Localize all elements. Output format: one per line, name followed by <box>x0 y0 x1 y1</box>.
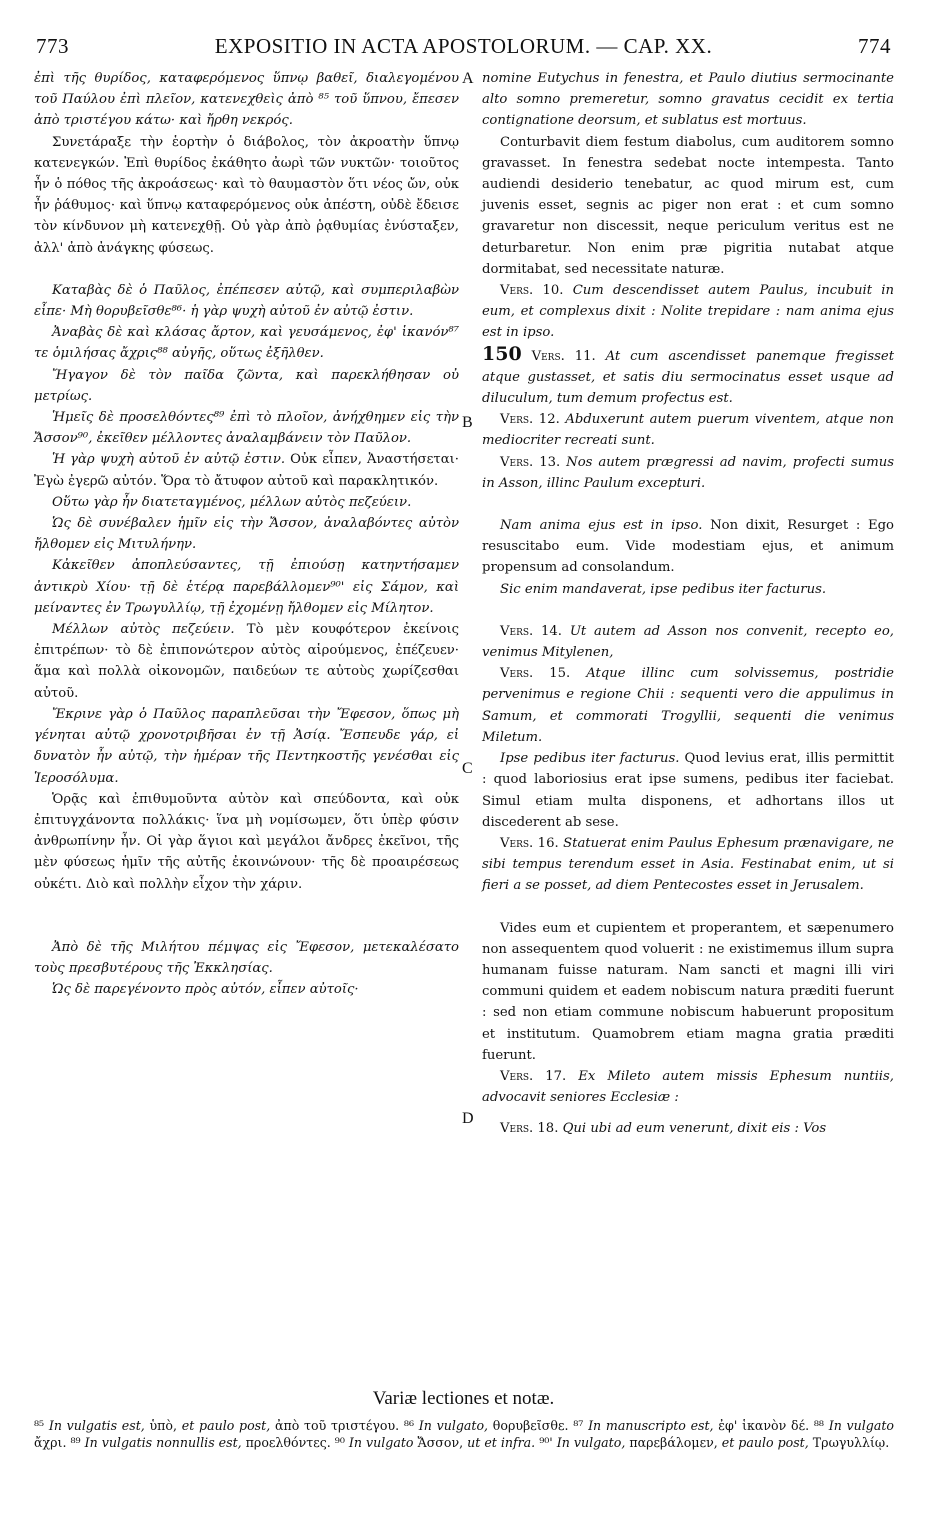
note-number: ⁸⁵ <box>34 1418 45 1433</box>
latin-verse-17 <box>482 1066 894 1108</box>
note-text: et paulo post, <box>717 1434 809 1450</box>
latin-verse-13 <box>482 452 894 494</box>
note-text: In vulgatis nonnullis est, <box>80 1434 242 1450</box>
note-number: ⁹⁰ <box>334 1434 345 1450</box>
verse-text: Qui ubi ad eum venerunt, dixit eis : Vos <box>558 1121 827 1137</box>
greek-scripture-verse-9: ἐπὶ τῆς θυρίδος, καταφερόμενος ὕπνῳ βαθεῖ, διαλεγομένου τοῦ Παύλου ἐπὶ πλεῖον, κατενεχθεὶς ἀπὸ ⁸⁵ τοῦ ὕπνου, ἔπεσεν ἀπὸ τριστέγου κάτω· καὶ ἤρθη νεκρός. <box>34 71 459 129</box>
verse-text: Cum descendisset autem Paulus, incubuit in eum, et complexus dixit : Nolite trepidare : nam anima ejus est in ipso. <box>482 283 894 341</box>
note-greek: ἐφ' ἱκανὸν δέ. <box>713 1418 810 1433</box>
latin-verse-16 <box>482 833 894 897</box>
greek-scripture-verse-12: Ἤγαγον δὲ τὸν παῖδα ζῶντα, καὶ παρεκλήθησαν οὐ μετρίως. <box>34 367 459 404</box>
greek-scripture-verse-16: Ἔκρινε γὰρ ὁ Παῦλος παραπλεῦσαι τὴν Ἔφεσον, ὅπως μὴ γένηται αὐτῷ χρονοτριβῆσαι ἐν τῇ Ἀσίᾳ. Ἔσπευδε γάρ, εἰ δυνατὸν ἦν αὐτῷ, τὴν ἡμέραν τῆς Πεντηκοστῆς γενέσθαι εἰς Ἱεροσόλυμα. <box>34 706 459 786</box>
latin-verse-14 <box>482 621 894 663</box>
note-greek: Τρωγυλλίῳ. <box>808 1434 890 1450</box>
note-greek: ὑπὸ, <box>144 1418 178 1433</box>
notes-title: Variæ lectiones et notæ. <box>372 1388 555 1409</box>
note-text: ut et infra. <box>463 1434 536 1450</box>
greek-commentary <box>34 619 459 704</box>
greek-column <box>34 68 459 1000</box>
note-greek: προελθόντες. <box>241 1434 331 1450</box>
note-greek: παρεβάλομεν, <box>625 1434 718 1450</box>
greek-scripture-verse-15: Κἀκεῖθεν ἀποπλεύσαντες, τῇ ἐπιούσῃ κατηντήσαμεν ἀντικρὺ Χίου· τῇ δὲ ἑτέρᾳ παρεβάλλομεν⁹⁰' εἰς Σάμον, καὶ μείναντες ἐν Τρωγυλλίῳ, τῇ ἐχομένῃ ἤλθομεν εἰς Μίλητον. <box>34 558 459 616</box>
note-greek: θορυβεῖσθε. <box>488 1418 569 1433</box>
latin-lemma: Nam anima ejus est in ipso. <box>500 518 703 534</box>
greek-scripture-verse-17: Ἀπὸ δὲ τῆς Μιλήτου πέμψας εἰς Ἔφεσον, μετεκαλέσατο τοὺς πρεσβυτέρους τῆς Ἐκκλησίας. <box>34 939 459 976</box>
greek-commentary <box>34 449 459 491</box>
verse-label: Vers. 14. <box>500 623 563 639</box>
greek-scripture-verse-10: Καταβὰς δὲ ὁ Παῦλος, ἐπέπεσεν αὐτῷ, καὶ συμπεριλαβὼν εἶπε· Μὴ θορυβεῖσθε⁸⁶· ἡ γὰρ ψυχὴ αὐτοῦ ἐν αὐτῷ ἐστιν. <box>34 282 459 320</box>
note-number: ⁸⁶ <box>403 1418 415 1433</box>
greek-lemma-line: Οὕτω γὰρ ἦν διατεταγμένος, μέλλων αὐτὸς πεζεύειν. <box>52 494 412 510</box>
latin-column <box>482 68 894 1140</box>
greek-scripture-verse-18: Ὡς δὲ παρεγένοντο πρὸς αὐτόν, εἶπεν αὐτοῖς· <box>52 982 359 998</box>
latin-verse-11 <box>482 344 894 410</box>
greek-scripture-verse-11: Ἀναβὰς δὲ καὶ κλάσας ἄρτον, καὶ γευσάμενος, ἐφ' ἱκανόν⁸⁷ τε ὁμιλήσας ἄχρις⁸⁸ αὐγῆς, οὕτως ἐξῆλθεν. <box>34 325 459 362</box>
verse-text: Nos autem prægressi ad navim, profecti sumus in Asson, illinc Paulum excepturi. <box>482 454 894 491</box>
page-number-left: 773 <box>36 34 69 58</box>
verse-label: Vers. 18. <box>500 1121 559 1137</box>
latin-verse-10 <box>482 280 894 344</box>
note-text: et paulo post, <box>177 1418 271 1433</box>
greek-lemma: Ἡ γὰρ ψυχὴ αὐτοῦ ἐν αὐτῷ ἐστιν. <box>52 452 286 468</box>
margin-marker-b: B <box>462 414 473 431</box>
latin-lemma: Ipse pedibus iter facturus. <box>500 751 680 767</box>
verse-label: Vers. 12. <box>500 412 560 428</box>
note-number: ⁸⁸ <box>813 1418 824 1433</box>
verse-label: Vers. 16. <box>500 835 559 851</box>
note-text: In vulgato, <box>552 1434 626 1450</box>
latin-commentary: Vides eum et cupientem et properantem, et sæpenumero non assequentem quod voluerit : ne existimemus illum supra humanam fuisse naturam. Nam sancti et magni illi viri communi quidem et eadem nobiscum natura præditi fuerunt : sed non etiam commune nobiscum habuerunt propositum et institutum. Quamobrem etiam magna gratia præditi fuerunt. <box>482 920 894 1063</box>
latin-commentary: Conturbavit diem festum diabolus, cum auditorem somno gravasset. In fenestra sedebat nocte intempesta. Tanto audiendi desiderio tenebatur, ac quod mirum est, cum juvenis esset, segnis ac piger non erat : et cum somno gravaretur non discessit, neque periculum veritus est ne deturbaretur. Non enim præ pigritia nutabat atque dormitabat, sed necessitate naturæ. <box>482 134 894 277</box>
note-number: ⁸⁹ <box>70 1434 81 1450</box>
verse-text: Abduxerunt autem puerum viventem, atque non mediocriter recreati sunt. <box>482 412 894 449</box>
verse-text: Ut autem ad Asson nos convenit, recepto eo, venimus Mitylenen, <box>482 623 894 661</box>
page-number-right: 774 <box>858 34 891 58</box>
verse-text: At cum ascendisset panemque fregisset atque gustasset, et satis diu sermocinatus esset usque ad diluculum, tum demum profectus est. <box>482 348 894 407</box>
latin-lemma-line: Sic enim mandaverat, ipse pedibus iter facturus. <box>500 581 827 597</box>
variant-readings-notes <box>34 1418 894 1451</box>
latin-commentary-text: Non dixit, Resurget : Ego resuscitabo eum. Vide modestiam ejus, et animum propensum ad consolandum. <box>482 518 894 576</box>
running-title: EXPOSITIO IN ACTA APOSTOLORUM. — CAP. XX. <box>214 34 713 58</box>
latin-commentary-text: Quod levius erat, illis permittit : quod laboriosius erat ipse sumens, pedibus iter faciebat. Simul etiam multa disponens, et adhortans illos ut discederent ab sese. <box>482 751 894 830</box>
greek-lemma: Μέλλων αὐτὸς πεζεύειν. <box>52 622 235 638</box>
note-number: ⁸⁷ <box>573 1418 584 1433</box>
greek-scripture-verse-14: Ὡς δὲ συνέβαλεν ἡμῖν εἰς τὴν Ἄσσον, ἀναλαβόντες αὐτὸν ἤλθομεν εἰς Μιτυλήνην. <box>34 516 459 553</box>
verse-label: Vers. 11. <box>521 348 596 364</box>
margin-marker-c: C <box>462 760 473 777</box>
greek-commentary-text: Τὸ μὲν κουφότερον ἐκείνοις ἐπιτρέπων· τὸ δὲ ἐπιπονώτερον αὐτὸς αἱρούμενος, ἐπέζευεν· ἅμα καὶ πολλὰ οἰκονομῶν, παιδεύων τε αὐτοὺς χωρίζεσθαι αὐτοῦ. <box>34 622 460 701</box>
verse-text: Atque illinc cum solvissemus, postridie pervenimus e regione Chii : sequenti vero die appulimus in Samum, et commorati Trogyllii, sequenti die venimus Miletum. <box>482 666 894 745</box>
latin-verse-18 <box>482 1118 894 1139</box>
latin-scripture-verse-9: nomine Eutychus in fenestra, et Paulo diutius sermocinante alto somno premeretur, somno gravatus cecidit ex tertia contignatione deorsum, et sublatus est mortuus. <box>482 71 894 129</box>
greek-commentary: Συνετάραξε τὴν ἑορτὴν ὁ διάβολος, τὸν ἀκροατὴν ὕπνῳ κατενεγκών. Ἐπὶ θυρίδος ἐκάθητο ἀωρὶ τῶν νυκτῶν· τοιοῦτος ἦν ὁ πόθος τῆς ἀκροάσεως· καὶ τὸ θαυμαστὸν ὅτι νέος ὤν, οὐκ ἦν ῥάθυμος· καὶ ὕπνῳ καταφερόμενος οὐκ ἀπέστη, οὐδὲ ἔδεισε τὸν κίνδυνον μὴ κατενεχθῇ. Οὐ γὰρ ἀπὸ ῥᾳθυμίας ἐνύσταξεν, ἀλλ' ἀπὸ ἀνάγκης φύσεως. <box>34 134 459 256</box>
note-text: In vulgato <box>823 1418 895 1433</box>
latin-verse-12 <box>482 409 894 451</box>
note-text: In vulgatis est, <box>44 1418 145 1433</box>
latin-verse-15 <box>482 663 894 748</box>
note-greek: Ἄσσον, <box>413 1434 464 1450</box>
margin-marker-d: D <box>462 1110 474 1127</box>
note-greek: ἀπὸ τοῦ τριστέγου. <box>270 1418 400 1433</box>
note-text: In vulgato, <box>414 1418 489 1433</box>
verse-label: Vers. 17. <box>500 1068 567 1084</box>
verse-label: Vers. 13. <box>500 454 561 470</box>
latin-commentary <box>482 515 894 579</box>
note-greek: ἄχρι. <box>34 1434 67 1450</box>
greek-commentary: Ὁρᾷς καὶ ἐπιθυμοῦντα αὐτὸν καὶ σπεύδοντα, καὶ οὐκ ἐπιτυγχάνοντα πολλάκις· ἵνα μὴ νομίσωμεν, ὅτι ὑπὲρ φύσιν ἀνθρωπίνην ἦν. Οἱ γὰρ ἅγιοι καὶ μεγάλοι ἄνδρες ἐκεῖνοι, τῆς μὲν φύσεως ἡμῖν τῆς αὐτῆς ἐκοινώνουν· τῆς δὲ προαιρέσεως οὐκέτι. Διὸ καὶ πολλὴν εἶχον τὴν χάριν. <box>34 791 459 892</box>
verse-text: Statuerat enim Paulus Ephesum prænavigare, ne sibi tempus terendum esset in Asia. Festinabat enim, ut si fieri a se posset, ad diem Pentecostes esset in Jerusalem. <box>482 835 894 894</box>
verse-label: Vers. 15. <box>500 666 571 682</box>
note-text: In vulgato <box>344 1434 414 1450</box>
margin-marker-a: A <box>462 70 474 87</box>
verse-text: Ex Mileto autem missis Ephesum nuntiis, advocavit seniores Ecclesiæ : <box>482 1068 894 1106</box>
note-number: ⁹⁰' <box>539 1434 553 1450</box>
note-text: In manuscripto est, <box>583 1418 714 1433</box>
greek-scripture-verse-13: Ἡμεῖς δὲ προσελθόντες⁸⁹ ἐπὶ τὸ πλοῖον, ἀνήχθημεν εἰς τὴν Ἄσσον⁹⁰, ἐκεῖθεν μέλλοντες ἀναλαμβάνειν τὸν Παῦλον. <box>34 410 459 447</box>
column-number: 150 <box>482 342 522 365</box>
greek-commentary-text: Οὐκ εἶπεν, Ἀναστήσεται· Ἐγὼ ἐγερῶ αὐτόν. Ὅρα τὸ ἄτυφον αὐτοῦ καὶ παρακλητικόν. <box>34 452 459 489</box>
latin-commentary <box>482 748 894 833</box>
verse-label: Vers. 10. <box>500 283 564 299</box>
